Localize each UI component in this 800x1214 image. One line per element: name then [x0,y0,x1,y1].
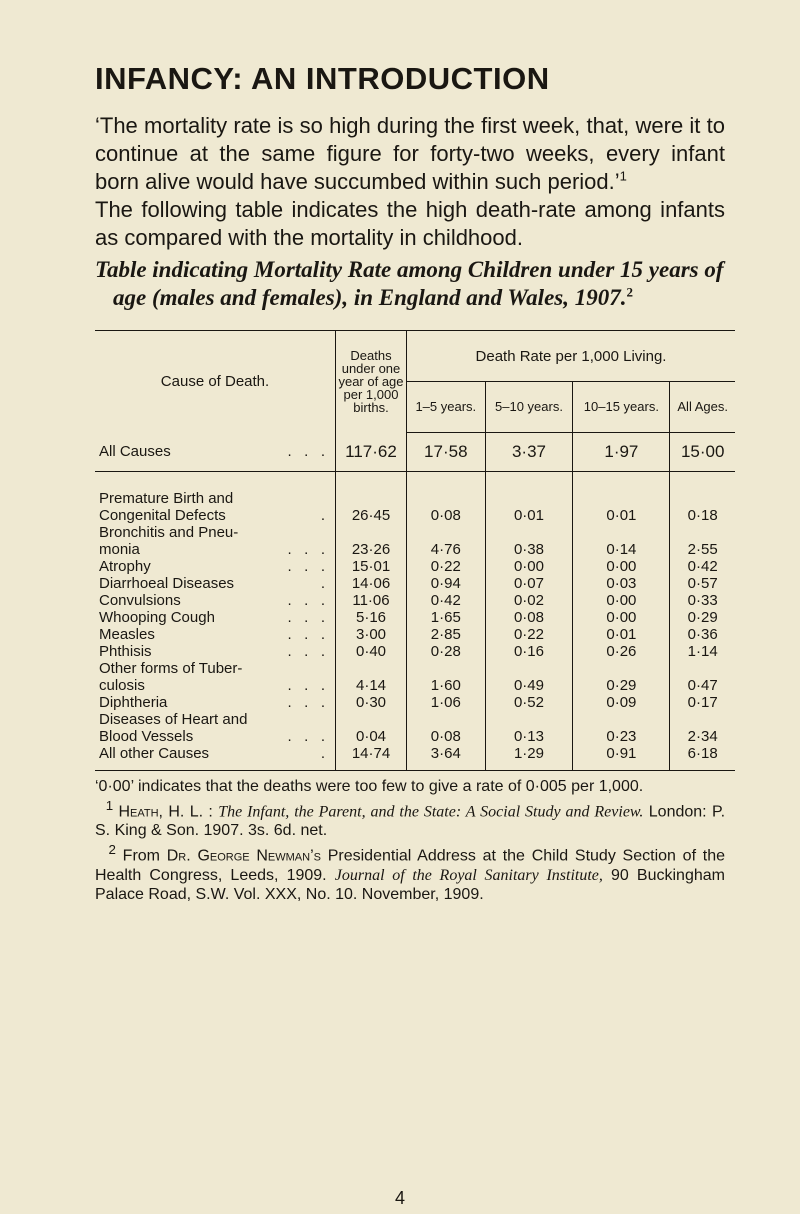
cell-10-15: 0·14 [573,541,670,558]
table-row [95,711,735,728]
cell-10-15: 0·03 [573,575,670,592]
header-all-ages: All Ages. [670,382,735,433]
row-cause: All other Causes . [95,745,336,762]
cell-5-10: 0·16 [485,643,573,660]
table-row [95,677,735,694]
cell-1-5 [407,524,486,541]
cell-all-ages: 0·42 [687,558,718,576]
row-cause: Blood Vessels . . . [95,728,336,745]
cell-all-ages: 0·36 [687,626,718,644]
cell-10-15: 0·01 [573,626,670,643]
table-row [95,643,735,660]
quote-text: ‘The mortality rate is so high during the first week, that, were it to continue at the same figure for forty-two weeks, every infant born alive would have succumbed within such period.’ [95,113,725,195]
cell-10-15: 0·23 [573,728,670,745]
cell-10-15: 0·01 [573,507,670,524]
footnote-2: $^2$ From Dr. George Newman’s Presidential Address at the Child Study Section of the Health Congress, Leeds, 1909. Journal of the Royal Sanitary Institute, 90 Buckingham Palace Road, S.W. Vol. XXX, No. 10. November, 1909. [95,842,726,903]
table-row-all-causes [95,433,735,472]
cell-10-15: 0·00 [573,558,670,575]
cell-deaths: 14·06 [336,575,407,592]
cell-deaths [336,660,407,677]
header-5-10-years: 5–10 years. [485,382,573,433]
table-row [95,694,735,711]
table-row [95,609,735,626]
cell-all-ages: 0·17 [687,694,718,712]
cell-deaths [336,524,407,541]
table-row [95,541,735,558]
header-1-5-years: 1–5 years. [407,382,486,433]
cell-10-15: 0·00 [573,592,670,609]
cell-deaths [336,711,407,728]
cell-1-5: 0·08 [407,507,486,524]
cell-all-ages: 15·00 [670,433,735,472]
row-cause: Diarrhoeal Diseases . [95,575,336,592]
cell-deaths: 117·62 [336,433,407,472]
table-row [95,592,735,609]
cell-all-ages: 0·57 [687,575,718,593]
cell-10-15: 1·97 [573,433,670,472]
cell-deaths: 0·40 [336,643,407,660]
cell-1-5 [407,711,486,728]
cell-10-15: 0·26 [573,643,670,660]
cell-5-10: 0·49 [485,677,573,694]
cell-1-5: 1·65 [407,609,486,626]
header-death-rate: Death Rate per 1,000 Living. [407,331,736,382]
row-cause: culosis . . . [95,677,336,694]
row-cause: Whooping Cough . . . [95,609,336,626]
cell-5-10: 0·38 [485,541,573,558]
cell-5-10: 0·02 [485,592,573,609]
cell-5-10 [485,660,573,677]
cell-all-ages [670,524,735,541]
header-10-15-years: 10–15 years. [573,382,670,433]
cell-1-5: 0·42 [407,592,486,609]
row-cause: Convulsions . . . [95,592,336,609]
row-cause: Measles . . . [95,626,336,643]
cell-10-15 [573,490,670,507]
page-number: 4 [394,1188,405,1208]
cell-1-5: 17·58 [407,433,486,472]
cell-5-10: 0·13 [485,728,573,745]
table-row [95,558,735,575]
cell-1-5: 1·60 [407,677,486,694]
footnote-marker-2: 2 [626,284,633,300]
row-cause: Atrophy . . . [95,558,336,575]
cell-10-15 [573,660,670,677]
cell-deaths: 15·01 [336,558,407,575]
cell-5-10: 0·07 [485,575,573,592]
header-deaths: Deaths under one year of age per 1,000 births. [336,331,407,433]
table-row [95,660,735,677]
cell-all-ages: 1·14 [687,643,718,661]
cell-10-15 [573,524,670,541]
cell-all-ages: 6·18 [687,745,718,763]
cell-5-10 [485,490,573,507]
cell-1-5: 0·08 [407,728,486,745]
cell-5-10 [485,524,573,541]
table-row [95,524,735,541]
cell-1-5 [407,660,486,677]
cell-5-10 [485,711,573,728]
note-zero: ‘0·00’ indicates that the deaths were too few to give a rate of 0·005 per 1,000. [95,778,644,796]
cell-5-10: 0·01 [485,507,573,524]
mortality-table [95,330,735,771]
table-row [95,728,735,745]
row-cause: Diphtheria . . . [95,694,336,711]
table-row [95,575,735,592]
cell-1-5 [407,490,486,507]
row-cause: Premature Birth and [95,490,336,507]
cell-10-15: 0·09 [573,694,670,711]
cell-5-10: 3·37 [485,433,573,472]
cell-deaths: 26·45 [336,507,407,524]
cell-1-5: 0·94 [407,575,486,592]
cell-1-5: 4·76 [407,541,486,558]
row-cause: Bronchitis and Pneu- [95,524,336,541]
row-cause: Diseases of Heart and [95,711,336,728]
cell-deaths [336,490,407,507]
cell-deaths: 0·30 [336,694,407,711]
cell-10-15: 0·29 [573,677,670,694]
cell-10-15: 0·00 [573,609,670,626]
cell-all-ages [670,660,735,677]
footnote-1: $^1$ Heath, H. L. : The Infant, the Parent, and the State: A Social Study and Review. London: P. S. King & Son. 1907. 3s. 6d. net. [95,798,726,840]
cell-5-10: 0·00 [485,558,573,575]
cell-10-15: 0·91 [573,745,670,762]
table-row [95,745,735,762]
cell-5-10: 0·52 [485,694,573,711]
quote-paragraph [95,112,725,196]
cell-5-10: 0·22 [485,626,573,643]
table-row [95,507,735,524]
row-cause: monia . . . [95,541,336,558]
caption-text: Table indicating Mortality Rate among Children under 15 years of age (males and females), in England and Wales, 1907. [95,257,724,311]
table-row [95,490,735,507]
cell-1-5: 2·85 [407,626,486,643]
cell-10-15 [573,711,670,728]
header-cause: Cause of Death. [95,331,336,433]
table-row [95,626,735,643]
cell-all-ages [670,490,735,507]
cell-all-ages: 0·47 [687,677,718,695]
cell-deaths: 23·26 [336,541,407,558]
cell-all-ages: 0·29 [687,609,718,627]
row-cause: Congenital Defects . [95,507,336,524]
cell-all-ages: 2·34 [687,728,718,746]
footnote-marker-1: 1 [619,168,627,184]
row-cause: All Causes . . . [95,433,336,472]
cell-all-ages [670,711,735,728]
cell-all-ages: 2·55 [687,541,718,559]
cell-deaths: 11·06 [336,592,407,609]
intro-paragraph: The following table indicates the high death-rate among infants as compared with the mortality in childhood. [95,197,725,251]
cell-1-5: 0·28 [407,643,486,660]
cell-all-ages: 0·33 [687,592,718,610]
cell-1-5: 0·22 [407,558,486,575]
cell-deaths: 0·04 [336,728,407,745]
cell-all-ages: 0·18 [687,507,718,525]
cell-1-5: 3·64 [407,745,486,762]
cell-deaths: 4·14 [336,677,407,694]
row-cause: Other forms of Tuber- [95,660,336,677]
cell-5-10: 1·29 [485,745,573,762]
table-caption [95,256,725,312]
cell-1-5: 1·06 [407,694,486,711]
row-cause: Phthisis . . . [95,643,336,660]
cell-deaths: 3·00 [336,626,407,643]
cell-deaths: 14·74 [336,745,407,762]
cell-deaths: 5·16 [336,609,407,626]
footnotes [95,777,725,904]
cell-5-10: 0·08 [485,609,573,626]
running-heading: INFANCY: AN INTRODUCTION [95,61,550,96]
